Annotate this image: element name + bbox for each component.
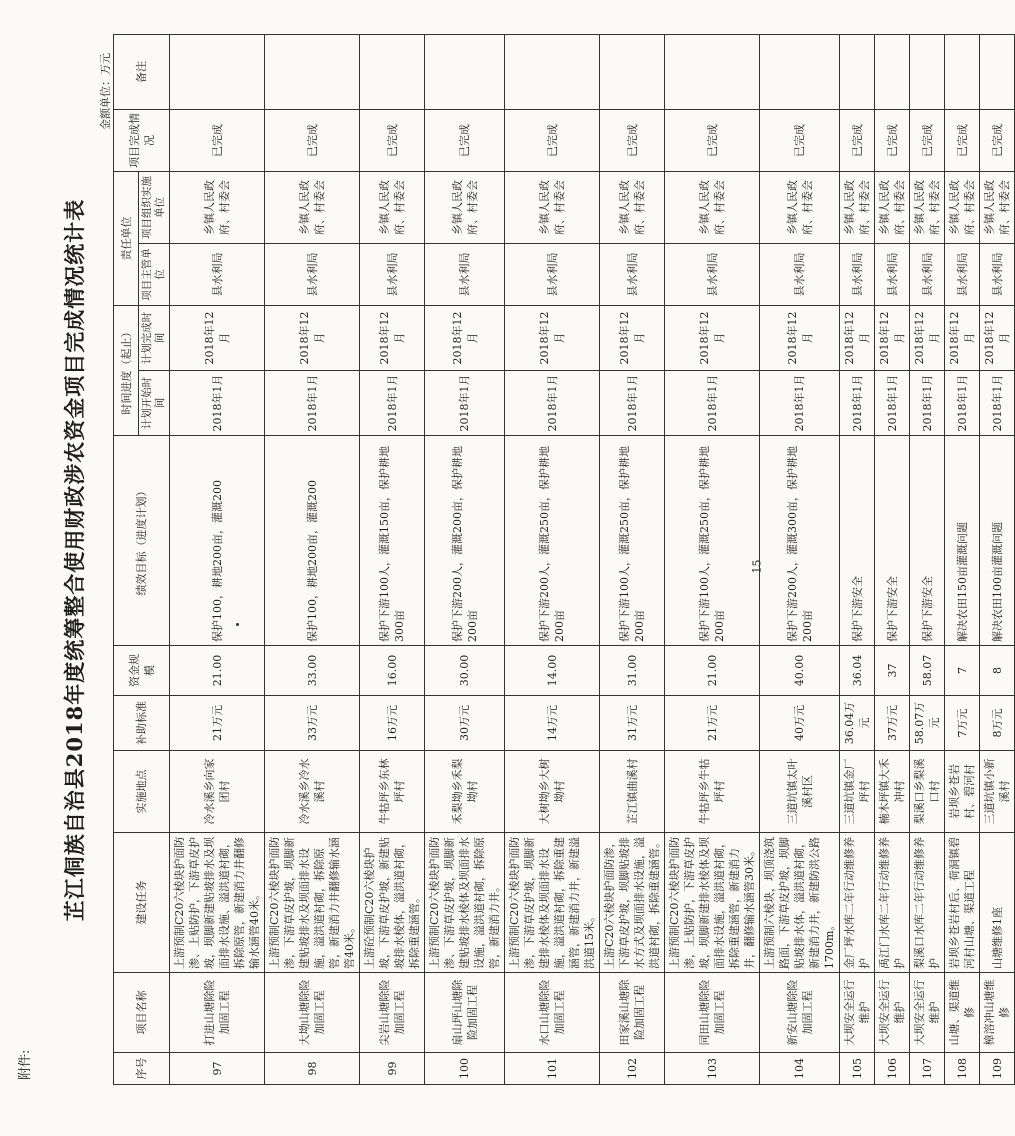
cell-seq: 102 bbox=[600, 1053, 665, 1085]
cell-standard: 58.07万元 bbox=[910, 696, 945, 751]
cell-status: 已完成 bbox=[170, 110, 265, 172]
cell-org: 乡镇人民政府、村委会 bbox=[265, 172, 360, 244]
cell-seq: 105 bbox=[840, 1053, 875, 1085]
cell-name: 大坝安全运行维护 bbox=[875, 973, 910, 1053]
cell-target: 保护下游200人，灌溉200亩，保护耕地200亩 bbox=[425, 436, 505, 646]
cell-standard: 14万元 bbox=[505, 696, 600, 751]
header-seq: 序号 bbox=[114, 1053, 170, 1085]
header-period: 时间进度（起止） bbox=[114, 306, 139, 436]
cell-location: 岩坝乡苍岩村、碧河村 bbox=[945, 751, 980, 833]
cell-start: 2018年1月 bbox=[505, 371, 600, 436]
cell-main: 县水利局 bbox=[840, 244, 875, 306]
cell-standard: 16万元 bbox=[360, 696, 425, 751]
cell-note bbox=[760, 35, 840, 110]
cell-org: 乡镇人民政府、村委会 bbox=[170, 172, 265, 244]
cell-main: 县水利局 bbox=[665, 244, 760, 306]
cell-end: 2018年12月 bbox=[665, 306, 760, 371]
cell-scale: 16.00 bbox=[360, 646, 425, 696]
header-scale: 资金规模 bbox=[114, 646, 170, 696]
cell-status: 已完成 bbox=[760, 110, 840, 172]
cell-status: 已完成 bbox=[265, 110, 360, 172]
cell-scale: 36.04 bbox=[840, 646, 875, 696]
cell-main: 县水利局 bbox=[360, 244, 425, 306]
header-period-end: 计划完成时间 bbox=[139, 306, 170, 371]
cell-end: 2018年12月 bbox=[980, 306, 1015, 371]
cell-seq: 108 bbox=[945, 1053, 980, 1085]
cell-target: 保护下游100人，灌溉250亩，保护耕地200亩 bbox=[665, 436, 760, 646]
cell-start: 2018年1月 bbox=[360, 371, 425, 436]
table-row bbox=[265, 35, 360, 1085]
table-row bbox=[505, 35, 600, 1085]
cell-org: 乡镇人民政府、村委会 bbox=[665, 172, 760, 244]
cell-start: 2018年1月 bbox=[980, 371, 1015, 436]
cell-seq: 103 bbox=[665, 1053, 760, 1085]
cell-scale: 21.00 bbox=[665, 646, 760, 696]
cell-target: 保护下游安全 bbox=[840, 436, 875, 646]
cell-end: 2018年12月 bbox=[425, 306, 505, 371]
cell-status: 已完成 bbox=[665, 110, 760, 172]
cell-main: 县水利局 bbox=[760, 244, 840, 306]
cell-location: 大树坳乡大树坳村 bbox=[505, 751, 600, 833]
cell-end: 2018年12月 bbox=[840, 306, 875, 371]
cell-note bbox=[170, 35, 265, 110]
cell-org: 乡镇人民政府、村委会 bbox=[600, 172, 665, 244]
cell-seq: 106 bbox=[875, 1053, 910, 1085]
cell-status: 已完成 bbox=[980, 110, 1015, 172]
cell-status: 已完成 bbox=[600, 110, 665, 172]
cell-content: 上游预制C20六棱块护面防渗、上贴防护，下游草皮护坡，坝脚新建贴坡排水及坝面排水设施、溢洪道衬砌，拆除原管，新建消力井翻修输水涵管40米。 bbox=[170, 833, 265, 973]
cell-location: 冷水溪乡冷水溪村 bbox=[265, 751, 360, 833]
page-number: 15 bbox=[750, 559, 764, 574]
cell-standard: 31万元 bbox=[600, 696, 665, 751]
cell-scale: 14.00 bbox=[505, 646, 600, 696]
cell-location: 三道坑镇太叶溪村区 bbox=[760, 751, 840, 833]
cell-target: 解决农田150亩灌溉问题 bbox=[945, 436, 980, 646]
cell-scale: 33.00 bbox=[265, 646, 360, 696]
cell-note bbox=[945, 35, 980, 110]
cell-org: 乡镇人民政府、村委会 bbox=[760, 172, 840, 244]
cell-org: 乡镇人民政府、村委会 bbox=[360, 172, 425, 244]
cell-content: 禹江门水库二年行动维修养护 bbox=[875, 833, 910, 973]
table-row bbox=[760, 35, 840, 1085]
cell-note bbox=[910, 35, 945, 110]
cell-content: 上游砼预制C20六棱块护坡，下游草皮护坡，新建贴坡排水棱体，溢洪道衬砌，拆除重建涵管。 bbox=[360, 833, 425, 973]
cell-org: 乡镇人民政府、村委会 bbox=[425, 172, 505, 244]
cell-target: 解决农田100亩灌溉问题 bbox=[980, 436, 1015, 646]
cell-end: 2018年12月 bbox=[265, 306, 360, 371]
cell-standard: 7万元 bbox=[945, 696, 980, 751]
cell-end: 2018年12月 bbox=[360, 306, 425, 371]
cell-note bbox=[265, 35, 360, 110]
cell-location: 牛牯坪乡牛牯坪村 bbox=[665, 751, 760, 833]
cell-seq: 97 bbox=[170, 1053, 265, 1085]
cell-seq: 100 bbox=[425, 1053, 505, 1085]
cell-target: 保护下游100人，灌溉250亩，保护耕地200亩 bbox=[600, 436, 665, 646]
cell-scale: 31.00 bbox=[600, 646, 665, 696]
header-standard: 补助标准 bbox=[114, 696, 170, 751]
cell-org: 乡镇人民政府、村委会 bbox=[840, 172, 875, 244]
cell-end: 2018年12月 bbox=[945, 306, 980, 371]
cell-scale: 21.00 bbox=[170, 646, 265, 696]
cell-end: 2018年12月 bbox=[600, 306, 665, 371]
cell-seq: 101 bbox=[505, 1053, 600, 1085]
cell-start: 2018年1月 bbox=[600, 371, 665, 436]
cell-content: 岩坝乡苍岩村后、荷洞镇碧河村山塘、渠道工程 bbox=[945, 833, 980, 973]
cell-target: 保护100，耕地200亩，灌溉200 bbox=[170, 436, 265, 646]
cell-main: 县水利局 bbox=[945, 244, 980, 306]
cell-main: 县水利局 bbox=[910, 244, 945, 306]
cell-status: 已完成 bbox=[910, 110, 945, 172]
cell-target: 保护下游200人，灌溉300亩，保护耕地200亩 bbox=[760, 436, 840, 646]
cell-content: 上游C20六棱块护面防渗，下游草皮护坡，坝脚贴坡排水方式及坝面排水设施，溢洪道衬砌，拆除重建涵管。 bbox=[600, 833, 665, 973]
cell-content: 上游预制C20六棱块护面防渗，下游草皮护坡，坝脚新建贴坡排水及坝面排水设施，溢洪道衬砌，拆除原管，新建消力井翻修输水涵管40米。 bbox=[265, 833, 360, 973]
header-target: 绩效目标（进度计划） bbox=[114, 436, 170, 646]
cell-main: 县水利局 bbox=[505, 244, 600, 306]
cell-target: 保护100，耕地200亩，灌溉200 bbox=[265, 436, 360, 646]
cell-main: 县水利局 bbox=[980, 244, 1015, 306]
cell-note bbox=[360, 35, 425, 110]
cell-start: 2018年1月 bbox=[760, 371, 840, 436]
cell-org: 乡镇人民政府、村委会 bbox=[910, 172, 945, 244]
page-title: 芷江侗族自治县2018年度统筹整合使用财政涉农资金项目完成情况统计表 bbox=[62, 198, 87, 922]
cell-name: 打进山塘除险加固工程 bbox=[170, 973, 265, 1053]
cell-start: 2018年1月 bbox=[265, 371, 360, 436]
cell-location: 牛牯坪乡东林坪村 bbox=[360, 751, 425, 833]
cell-main: 县水利局 bbox=[600, 244, 665, 306]
cell-name: 同田山塘除险加固工程 bbox=[665, 973, 760, 1053]
cell-standard: 8万元 bbox=[980, 696, 1015, 751]
cell-status: 已完成 bbox=[505, 110, 600, 172]
cell-seq: 99 bbox=[360, 1053, 425, 1085]
cell-start: 2018年1月 bbox=[170, 371, 265, 436]
table-row bbox=[980, 35, 1015, 1085]
cell-name: 水口山塘除险加固工程 bbox=[505, 973, 600, 1053]
table-row bbox=[840, 35, 875, 1085]
cell-standard: 37万元 bbox=[875, 696, 910, 751]
cell-content: 金厂坪水库二年行动维修养护 bbox=[840, 833, 875, 973]
cell-scale: 37 bbox=[875, 646, 910, 696]
cell-location: 三道坑镇金厂坪村 bbox=[840, 751, 875, 833]
cell-seq: 98 bbox=[265, 1053, 360, 1085]
cell-scale: 40.00 bbox=[760, 646, 840, 696]
cell-end: 2018年12月 bbox=[875, 306, 910, 371]
table-row bbox=[600, 35, 665, 1085]
cell-standard: 21万元 bbox=[665, 696, 760, 751]
cell-start: 2018年1月 bbox=[945, 371, 980, 436]
cell-end: 2018年12月 bbox=[170, 306, 265, 371]
header-location: 实施地点 bbox=[114, 751, 170, 833]
cell-note bbox=[875, 35, 910, 110]
cell-content: 上游预制六棱块，坝顶浇筑路面，下游草皮护坡，坝脚贴坡排水体，溢洪道衬砌，新建消力井，新建防洪公路1700m。 bbox=[760, 833, 840, 973]
cell-note bbox=[425, 35, 505, 110]
cell-standard: 36.04万元 bbox=[840, 696, 875, 751]
cell-status: 已完成 bbox=[360, 110, 425, 172]
cell-note bbox=[840, 35, 875, 110]
cell-note bbox=[665, 35, 760, 110]
cell-org: 乡镇人民政府、村委会 bbox=[945, 172, 980, 244]
cell-name: 樟溶冲山塘维修 bbox=[980, 973, 1015, 1053]
cell-note bbox=[600, 35, 665, 110]
cell-standard: 40万元 bbox=[760, 696, 840, 751]
cell-seq: 107 bbox=[910, 1053, 945, 1085]
cell-status: 已完成 bbox=[425, 110, 505, 172]
header-period-start: 计划开始时间 bbox=[139, 371, 170, 436]
cell-scale: 8 bbox=[980, 646, 1015, 696]
cell-location: 芷江镇曲溪村 bbox=[600, 751, 665, 833]
table-row bbox=[875, 35, 910, 1085]
header-resp: 责任单位 bbox=[114, 172, 139, 306]
cell-note bbox=[505, 35, 600, 110]
cell-content: 上游预制C20六棱块护面防渗，上贴防护，下游草皮护坡，坝脚新建排水棱体及坝面排水设施，溢洪道衬砌，拆除重建涵管，新建消力井，翻修输水涵管30米。 bbox=[665, 833, 760, 973]
cell-start: 2018年1月 bbox=[425, 371, 505, 436]
cell-status: 已完成 bbox=[945, 110, 980, 172]
cell-org: 乡镇人民政府、村委会 bbox=[875, 172, 910, 244]
cell-name: 田家溪山塘除险加固工程 bbox=[600, 973, 665, 1053]
cell-name: 大坝安全运行维护 bbox=[910, 973, 945, 1053]
table-row bbox=[945, 35, 980, 1085]
header-note: 备注 bbox=[114, 35, 170, 110]
header-status: 项目完成情况 bbox=[114, 110, 170, 172]
appendix-label: 附件: bbox=[18, 1049, 33, 1080]
cell-location: 禾梨坳乡禾梨坳村 bbox=[425, 751, 505, 833]
cell-name: 大坳山塘除险加固工程 bbox=[265, 973, 360, 1053]
cell-main: 县水利局 bbox=[875, 244, 910, 306]
table-row bbox=[910, 35, 945, 1085]
cell-content: 上游预制C20六棱块护面防渗、下游草皮护坡，坝脚新建贴坡排水棱体及坝面排水设施，溢洪道衬砌，拆除原管，新建消力井。 bbox=[425, 833, 505, 973]
cell-name: 尖岩山塘除险加固工程 bbox=[360, 973, 425, 1053]
cell-start: 2018年1月 bbox=[665, 371, 760, 436]
cell-location: 楠木坪镇大禾冲村 bbox=[875, 751, 910, 833]
cell-standard: 30万元 bbox=[425, 696, 505, 751]
cell-main: 县水利局 bbox=[265, 244, 360, 306]
cell-start: 2018年1月 bbox=[910, 371, 945, 436]
cell-location: 冷水溪乡向家团村 bbox=[170, 751, 265, 833]
cell-seq: 104 bbox=[760, 1053, 840, 1085]
table-row bbox=[425, 35, 505, 1085]
cell-target: 保护下游安全 bbox=[875, 436, 910, 646]
cell-content: 山塘维修1座 bbox=[980, 833, 1015, 973]
cell-org: 乡镇人民政府、村委会 bbox=[505, 172, 600, 244]
cell-scale: 30.00 bbox=[425, 646, 505, 696]
cell-main: 县水利局 bbox=[425, 244, 505, 306]
cell-scale: 7 bbox=[945, 646, 980, 696]
cell-end: 2018年12月 bbox=[760, 306, 840, 371]
cell-name: 新安山塘除险加固工程 bbox=[760, 973, 840, 1053]
header-resp-org: 项目组织实施单位 bbox=[139, 172, 170, 244]
cell-standard: 21万元 bbox=[170, 696, 265, 751]
cell-standard: 33万元 bbox=[265, 696, 360, 751]
cell-target: 保护下游100人，灌溉150亩，保护耕地300亩 bbox=[360, 436, 425, 646]
cell-location: 三道坑镇小新溪村 bbox=[980, 751, 1015, 833]
cell-content: 梨溪口水库二年行动维修养护 bbox=[910, 833, 945, 973]
header-content: 建设任务 bbox=[114, 833, 170, 973]
cell-status: 已完成 bbox=[875, 110, 910, 172]
cell-seq: 109 bbox=[980, 1053, 1015, 1085]
cell-end: 2018年12月 bbox=[505, 306, 600, 371]
cell-main: 县水利局 bbox=[170, 244, 265, 306]
cell-location: 梨溪口乡梨溪口村 bbox=[910, 751, 945, 833]
table-row bbox=[360, 35, 425, 1085]
cell-org: 乡镇人民政府、村委会 bbox=[980, 172, 1015, 244]
header-name: 项目名称 bbox=[114, 973, 170, 1053]
cell-scale: 58.07 bbox=[910, 646, 945, 696]
cell-content: 上游预制C20六棱块护面防渗，下游草皮护坡，坝脚新建排水棱体及坝面排水设施，溢洪道衬砌，拆除重建涵管，新建消力井，新建溢洪道15米。 bbox=[505, 833, 600, 973]
cell-note bbox=[980, 35, 1015, 110]
header-resp-main: 项目主管单位 bbox=[139, 244, 170, 306]
cell-name: 扇山坪山塘除险加固工程 bbox=[425, 973, 505, 1053]
cell-status: 已完成 bbox=[840, 110, 875, 172]
rotated-page bbox=[51, 35, 1011, 1085]
cell-end: 2018年12月 bbox=[910, 306, 945, 371]
project-table bbox=[113, 34, 1015, 1085]
table-row bbox=[170, 35, 265, 1085]
cell-target: 保护下游安全 bbox=[910, 436, 945, 646]
cell-start: 2018年1月 bbox=[840, 371, 875, 436]
cell-start: 2018年1月 bbox=[875, 371, 910, 436]
cell-name: 大坝安全运行维护 bbox=[840, 973, 875, 1053]
cell-target: 保护下游200人，灌溉250亩，保护耕地200亩 bbox=[505, 436, 600, 646]
cell-name: 山塘、渠道维修 bbox=[945, 973, 980, 1053]
table-row bbox=[665, 35, 760, 1085]
currency-unit: 金额单位：万元 bbox=[99, 53, 112, 130]
